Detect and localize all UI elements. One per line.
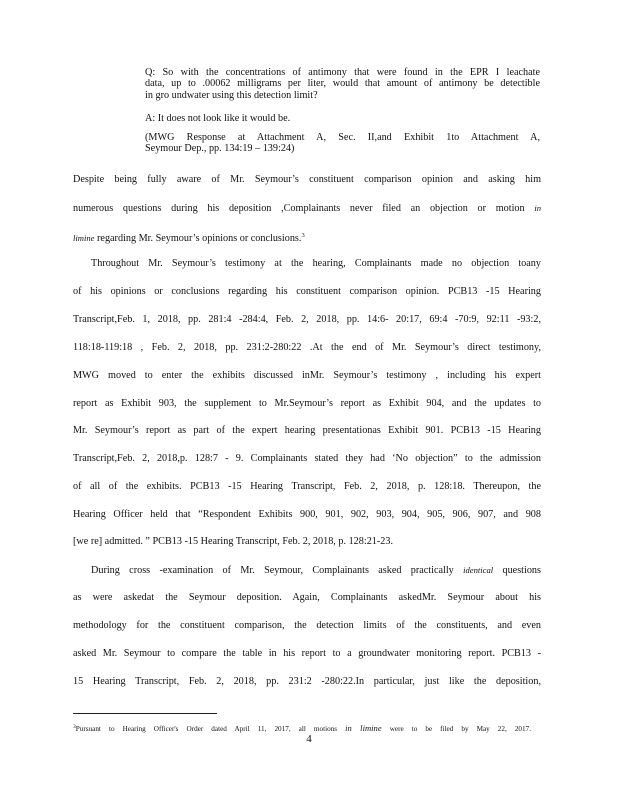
paragraph-2-line: [we re] admitted. ” PCB13 -15 Hearing Transcript, Feb. 2, 2018, p. 128:21-23. <box>73 536 394 547</box>
paragraph-3-line: methodology for the constituent comparison, the detection limits of the constituents, and even <box>73 620 541 631</box>
quote-citation-line: Seymour Dep., pp. 134:19 – 139:24) <box>145 143 295 155</box>
paragraph-2-line: report as Exhibit 903, the supplement to Mr.Seymour’s report as Exhibit 904, and the updates to <box>73 398 541 409</box>
quote-question-line: data, up to .00062 milligrams per liter, would that amount of antimony be detectible <box>145 78 540 90</box>
block-quote-answer <box>145 113 540 124</box>
paragraph-2-line: Hearing Officer held that “Respondent Exhibits 900, 901, 902, 903, 904, 905, 906, 907, and 908 <box>73 509 541 520</box>
paragraph-3-line: During cross -examination of Mr. Seymour, Complainants asked practically identical questions <box>91 565 541 576</box>
paragraph-2-line: Throughout Mr. Seymour’s testimony at the hearing, Complainants made no objection toany <box>91 258 541 269</box>
paragraph-2-line: of all of the exhibits. PCB13 -15 Hearing Transcript, Feb. 2, 2018, p. 128:18. Thereupon, the <box>73 481 541 492</box>
paragraph-2-line: of his opinions or conclusions regarding his constituent comparison opinion. PCB13 -15 Hearing <box>73 286 541 297</box>
footnote: $^3$Pursuant to Hearing Officer's Order dated April 11, 2017, all motions in limine were to be filed by May 22, 2017. <box>73 723 531 733</box>
footnote-marker: 3 <box>73 724 76 730</box>
paragraph-2-line: Mr. Seymour’s report as part of the expert hearing presentationas Exhibit 901. PCB13 -15 Hearing <box>73 425 541 436</box>
paragraph-1-line: numerous questions during his deposition ,Complainants never filed an objection or motion in <box>73 203 541 214</box>
paragraph-2-line: Transcript,Feb. 2, 2018,p. 128:7 - 9. Complainants stated they had ‘No objection” to the admission <box>73 453 541 464</box>
quote-question-line: in gro undwater using this detection limit? <box>145 89 318 101</box>
paragraph-3-line: asked Mr. Seymour to compare the table in his report to a groundwater monitoring report. PCB13 - <box>73 648 541 659</box>
footnote-ref: 3 <box>301 232 305 239</box>
paragraph-1-line: Despite being fully aware of Mr. Seymour’s constituent comparison opinion and asking him <box>73 174 541 185</box>
paragraph-3-line: 15 Hearing Transcript, Feb. 2, 2018, pp. 231:2 -280:22.In particular, just like the deposition, <box>73 676 541 687</box>
paragraph-3-line: as were askedat the Seymour deposition. Again, Complainants askedMr. Seymour about his <box>73 592 541 603</box>
page-number: 4 <box>306 733 312 745</box>
block-quote-question <box>145 67 540 101</box>
quote-citation-line: (MWG Response at Attachment A, Sec. II,and Exhibit 1to Attachment A, <box>145 132 540 143</box>
paragraph-1-line: limine regarding Mr. Seymour’s opinions or conclusions.$^3$ <box>73 232 305 244</box>
block-quote-citation <box>145 132 540 155</box>
footnote-divider <box>73 713 217 714</box>
quote-question-line: Q: So with the concentrations of antimony that were found in the EPR I leachate <box>145 67 540 78</box>
paragraph-2-line: 118:18-119:18 , Feb. 2, 2018, pp. 231:2-280:22 .At the end of Mr. Seymour’s direct testimony, <box>73 342 541 353</box>
paragraph-2-line: Transcript,Feb. 1, 2018, pp. 281:4 -284:4, Feb. 2, 2018, pp. 14:6- 20:17, 69:4 -70:9, 92:11 -93:2, <box>73 314 541 325</box>
quote-answer-line: A: It does not look like it would be. <box>145 113 291 124</box>
paragraph-2-line: MWG moved to enter the exhibits discussed inMr. Seymour’s testimony , including his expert <box>73 370 541 381</box>
